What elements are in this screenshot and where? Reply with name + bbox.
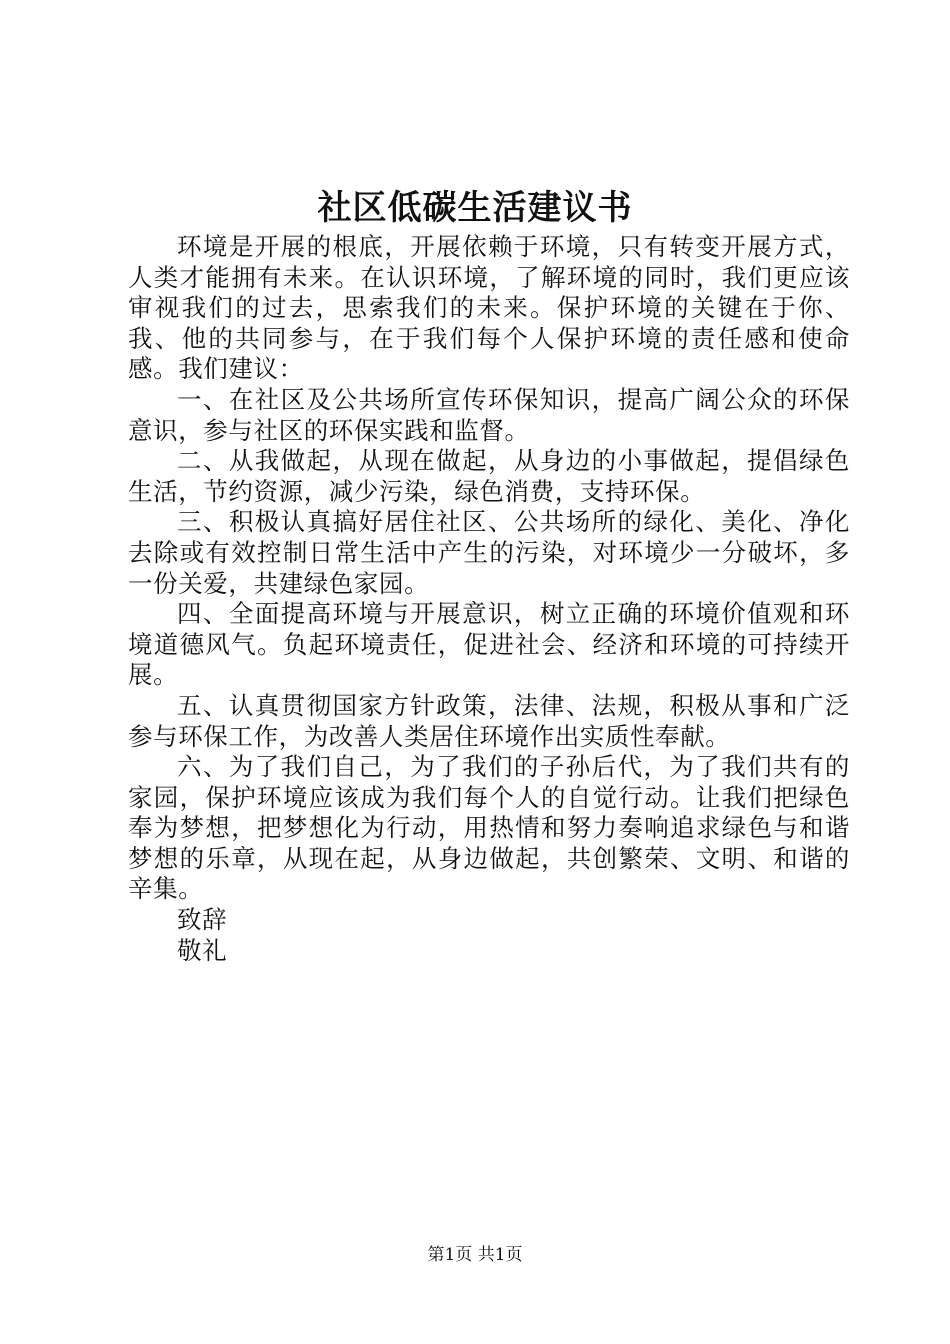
document-title: 社区低碳生活建议书 [317,188,633,228]
page-footer: 第1页 共1页 [427,1245,523,1265]
paragraph-item-4: 四、全面提高环境与开展意识，树立正确的环境价值观和环境道德风气。负起环境责任，促进社会、经济和环境的可持续开展。 [128,599,850,690]
paragraph-item-2: 二、从我做起，从现在做起，从身边的小事做起，提倡绿色生活，节约资源，减少污染，绿色消费，支持环保。 [128,446,850,506]
paragraph-item-5: 五、认真贯彻国家方针政策，法律、法规，积极从事和广泛参与环保工作，为改善人类居住环境作出实质性奉献。 [128,690,850,751]
paragraph-item-3: 三、积极认真搞好居住社区、公共场所的绿化、美化、净化去除或有效控制日常生活中产生的污染，对环境少一分破坏，多一份关爱，共建绿色家园。 [128,507,850,598]
closing-greeting: 致辞 [177,905,228,935]
document-body [128,232,850,966]
paragraph-item-6: 六、为了我们自己，为了我们的子孙后代，为了我们共有的家园，保护环境应该成为我们每个人的自觉行动。让我们把绿色奉为梦想，把梦想化为行动，用热情和努力奏响追求绿色与和谐梦想的乐章，从现在起，从身边做起，共创繁荣、文明、和谐的辛集。 [128,752,850,904]
closing-salute: 敬礼 [177,935,228,965]
paragraph-item-1: 一、在社区及公共场所宣传环保知识，提高广阔公众的环保意识，参与社区的环保实践和监督。 [128,384,850,445]
paragraph-intro: 环境是开展的根底，开展依赖于环境，只有转变开展方式，人类才能拥有未来。在认识环境，了解环境的同时，我们更应该审视我们的过去，思索我们的未来。保护环境的关键在于你、我、他的共同参与，在于我们每个人保护环境的责任感和使命感。我们建议： [128,232,850,384]
